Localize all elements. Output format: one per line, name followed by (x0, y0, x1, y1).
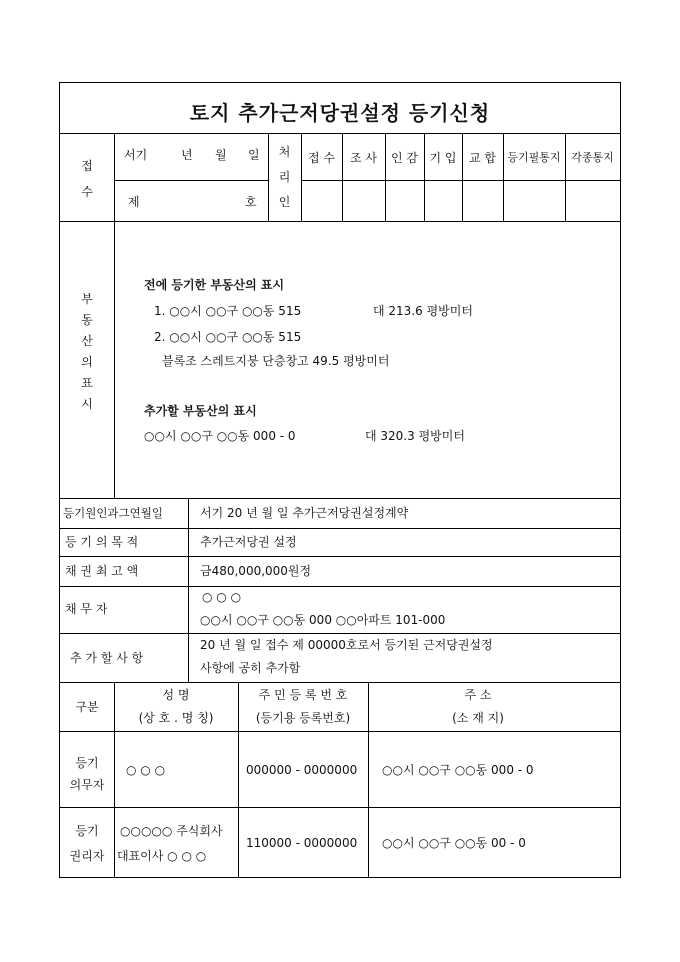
additional-label: 추 가 할 사 항 (70, 651, 144, 665)
divider (60, 556, 620, 557)
parties-header-address-sub: (소 재 지) (452, 711, 504, 725)
debtor-address: ○○시 ○○구 ○○동 000 ○○아파트 101-000 (200, 613, 446, 627)
prev-property-item2-address: 2. ○○시 ○○구 ○○동 515 (154, 330, 302, 344)
parties-header-name: 성 명 (162, 688, 190, 702)
prev-property-heading: 전에 등기한 부동산의 표시 (144, 278, 285, 292)
divider (60, 731, 620, 732)
purpose-value: 추가근저당권 설정 (200, 535, 297, 549)
divider (114, 133, 115, 498)
parties-header-id: 주 민 등 록 번 호 (258, 688, 348, 702)
right-holder-id: 110000 - 0000000 (246, 836, 358, 850)
reception-label: 수 (81, 185, 93, 199)
obligor-name: ○ ○ ○ (126, 763, 166, 777)
divider (424, 133, 425, 221)
divider (462, 133, 463, 221)
divider (60, 807, 620, 808)
number-prefix: 제 (128, 195, 140, 209)
right-holder-representative: 대표이사 ○ ○ ○ (117, 849, 207, 863)
divider (60, 528, 620, 529)
prev-property-item1-address: 1. ○○시 ○○구 ○○동 515 (154, 304, 302, 318)
column-header-seal: 인 감 (391, 151, 418, 165)
divider (301, 133, 302, 221)
reception-label: 접 (81, 159, 93, 173)
date-day: 일 (248, 148, 260, 162)
max-amount-label: 채 권 최 고 액 (65, 564, 139, 578)
cause-label: 등기원인과그연월일 (63, 506, 163, 520)
divider (342, 133, 343, 221)
right-holder-company: ○○○○○ 주식회사 (120, 824, 223, 838)
parties-header-id-sub: (등기용 등록번호) (255, 711, 351, 725)
property-label-char: 동 (81, 313, 93, 327)
registration-form (59, 82, 621, 878)
prev-property-item1-area: 대 213.6 평방미터 (373, 304, 473, 318)
column-header-intake: 접 수 (308, 151, 335, 165)
debtor-label: 채 무 자 (65, 602, 108, 616)
divider (114, 180, 268, 181)
number-suffix: 호 (245, 195, 257, 209)
divider (60, 633, 620, 634)
obligor-id: 000000 - 0000000 (246, 763, 358, 777)
divider (301, 180, 620, 181)
property-label-char: 시 (81, 397, 93, 411)
column-header-entry: 기 입 (429, 151, 457, 165)
purpose-label: 등 기 의 목 적 (65, 535, 139, 549)
property-label-char: 의 (81, 355, 93, 369)
obligor-label-sub: 의무자 (69, 778, 105, 792)
property-label-char: 산 (81, 334, 93, 348)
divider (188, 498, 189, 682)
obligor-label: 등기 (75, 756, 99, 770)
cause-value: 서기 20 년 월 일 추가근저당권설정계약 (200, 506, 409, 520)
divider (565, 133, 566, 221)
date-era: 서기 (124, 148, 148, 162)
column-header-review: 조 사 (350, 151, 377, 165)
prev-property-item2-building: 블록조 스레트지붕 단층창고 49.5 평방미터 (162, 354, 390, 368)
debtor-name: ○ ○ ○ (202, 590, 242, 604)
additional-line-1: 20 년 월 일 접수 제 00000호로서 등기된 근저당권설정 (200, 638, 493, 652)
column-header-collation: 교 합 (469, 151, 496, 165)
property-label-char: 부 (81, 292, 93, 306)
add-property-address: ○○시 ○○구 ○○동 000 - 0 (144, 429, 296, 443)
property-label-char: 표 (81, 376, 93, 390)
right-holder-address: ○○시 ○○구 ○○동 00 - 0 (382, 836, 526, 850)
date-year: 년 (181, 148, 193, 162)
processor-label: 처 (278, 145, 291, 159)
processor-label: 인 (278, 195, 291, 209)
divider (60, 586, 620, 587)
divider (503, 133, 504, 221)
column-header-various-notice: 각종통지 (571, 151, 614, 164)
right-holder-label: 등기 (75, 824, 99, 838)
divider (385, 133, 386, 221)
right-holder-label-sub: 권리자 (69, 849, 105, 863)
property-label (60, 289, 114, 415)
additional-line-2: 사항에 공히 추가함 (200, 661, 301, 675)
parties-header-kind: 구분 (75, 700, 99, 714)
date-month: 월 (215, 148, 227, 162)
form-title: 토지 추가근저당권설정 등기신청 (189, 101, 491, 125)
parties-header-name-sub: (상 호 . 명 칭) (138, 711, 214, 725)
divider (60, 221, 620, 222)
add-property-area: 대 320.3 평방미터 (365, 429, 465, 443)
divider (60, 682, 620, 683)
column-header-completion-notice: 등기필통지 (507, 151, 561, 164)
divider (60, 498, 620, 499)
add-property-heading: 추가할 부동산의 표시 (144, 404, 257, 418)
parties-header-address: 주 소 (464, 688, 492, 702)
divider (60, 133, 620, 134)
processor-label: 리 (278, 170, 291, 184)
obligor-address: ○○시 ○○구 ○○동 000 - 0 (382, 763, 534, 777)
max-amount-value: 금480,000,000원정 (200, 564, 312, 578)
